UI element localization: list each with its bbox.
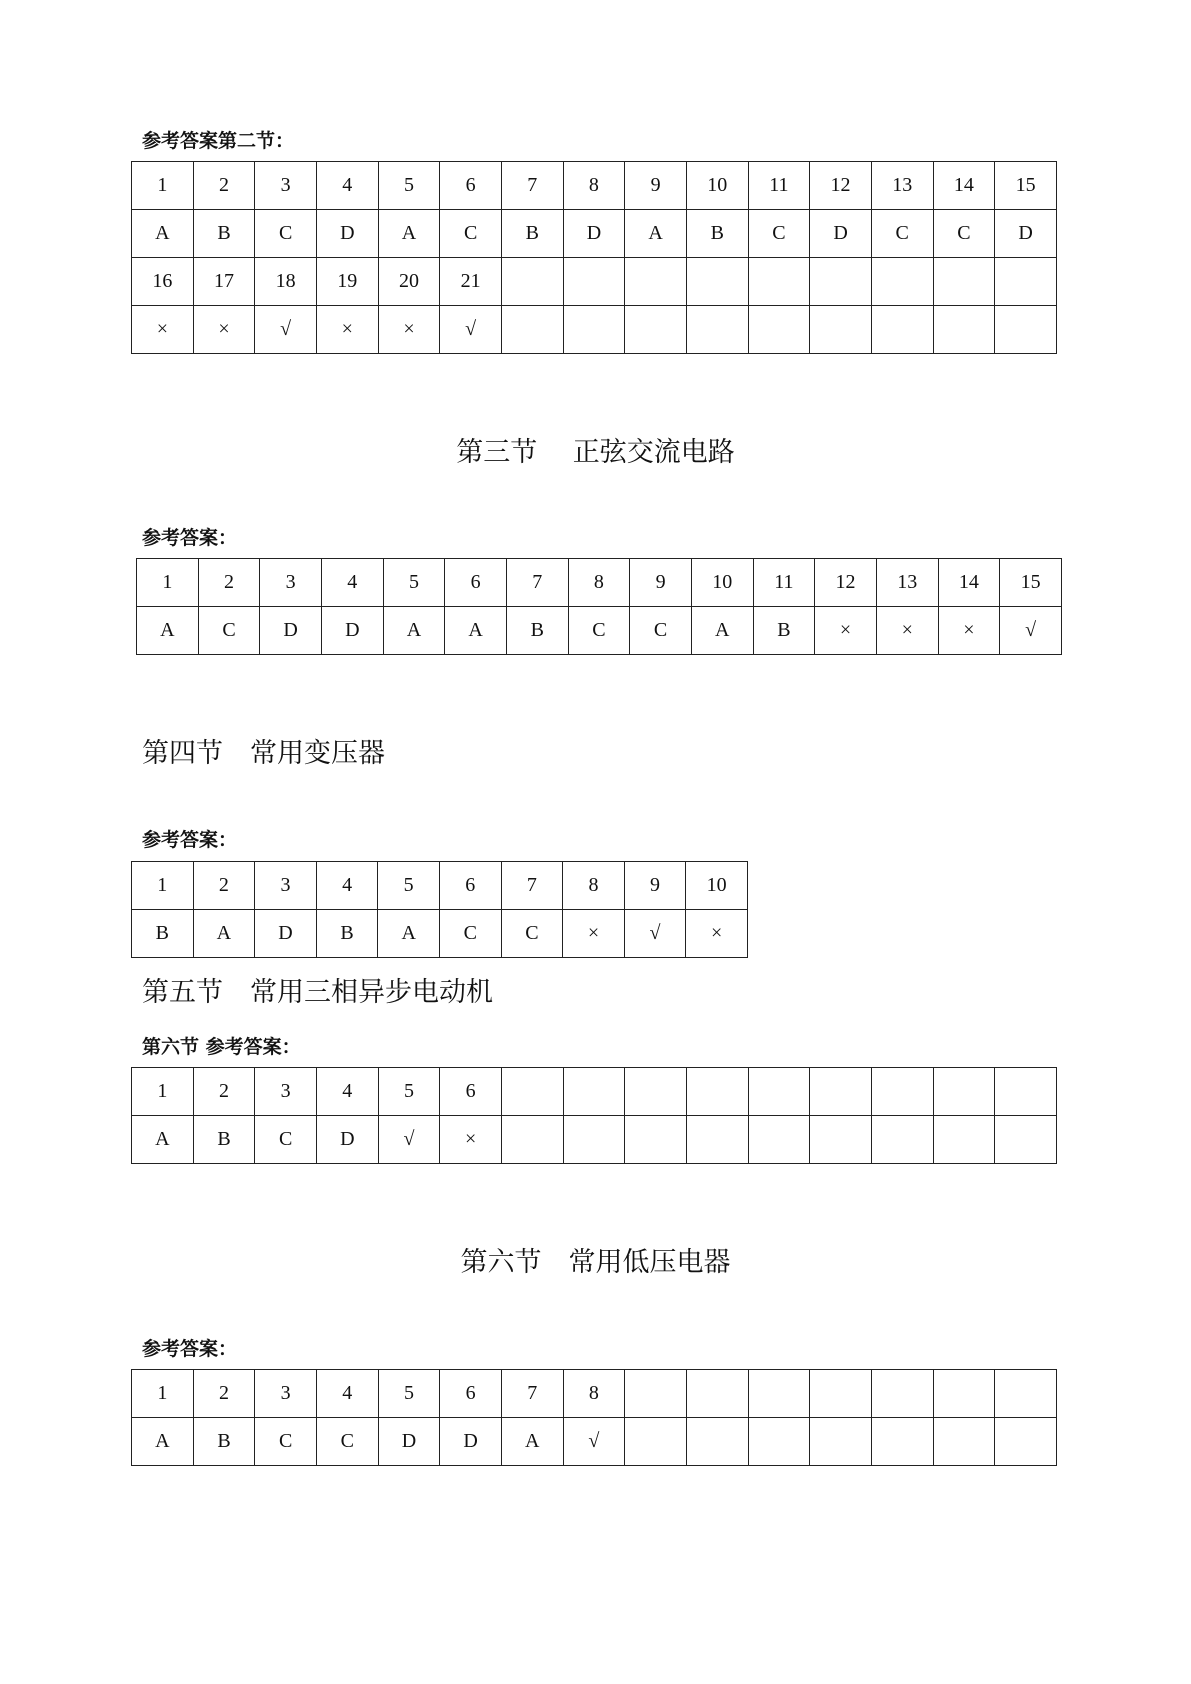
question-number-cell: 17 xyxy=(193,258,255,306)
answer-cell xyxy=(995,306,1057,354)
answer-cell: D xyxy=(995,210,1057,258)
question-number-cell xyxy=(810,258,872,306)
question-number-cell: 2 xyxy=(198,559,260,607)
answer-cell: D xyxy=(255,910,317,958)
question-number-cell xyxy=(933,258,995,306)
answer-cell: A xyxy=(691,607,753,655)
answer-cell: A xyxy=(378,210,440,258)
table-row xyxy=(132,1068,1057,1116)
answer-cell: D xyxy=(563,210,625,258)
answer-cell: D xyxy=(260,607,322,655)
answer-cell xyxy=(810,1418,872,1466)
question-number-cell: 18 xyxy=(255,258,317,306)
question-number-cell xyxy=(748,1370,810,1418)
question-number-cell xyxy=(563,1068,625,1116)
answer-cell xyxy=(501,1116,563,1164)
question-number-cell: 8 xyxy=(568,559,630,607)
question-number-cell: 10 xyxy=(691,559,753,607)
answer-cell: B xyxy=(132,910,194,958)
question-number-cell: 13 xyxy=(876,559,938,607)
answer-label-section-4: 参考答案： xyxy=(142,829,238,851)
question-number-cell: 8 xyxy=(563,162,625,210)
question-number-cell: 20 xyxy=(378,258,440,306)
answer-cell xyxy=(748,1418,810,1466)
answer-cell: C xyxy=(871,210,933,258)
question-number-cell: 11 xyxy=(748,162,810,210)
answer-cell: B xyxy=(193,1116,255,1164)
question-number-cell: 12 xyxy=(815,559,877,607)
answer-cell: A xyxy=(132,1418,194,1466)
question-number-cell: 5 xyxy=(378,1068,440,1116)
question-number-cell: 3 xyxy=(255,1068,317,1116)
answer-cell: D xyxy=(810,210,872,258)
question-number-cell: 2 xyxy=(193,162,255,210)
section-5-heading: 第五节 常用三相异步电动机 xyxy=(142,977,493,1008)
table-row xyxy=(132,306,1057,354)
answer-cell: √ xyxy=(563,1418,625,1466)
question-number-cell: 11 xyxy=(753,559,815,607)
answer-cell xyxy=(686,1116,748,1164)
question-number-cell: 5 xyxy=(378,1370,440,1418)
section-4-heading: 第四节 常用变压器 xyxy=(142,738,385,769)
answer-cell: A xyxy=(625,210,687,258)
question-number-cell: 6 xyxy=(440,1068,502,1116)
answer-cell xyxy=(871,1418,933,1466)
question-number-cell: 4 xyxy=(316,862,378,910)
answer-cell: √ xyxy=(1000,607,1062,655)
question-number-cell: 19 xyxy=(316,258,378,306)
question-number-cell: 10 xyxy=(686,862,748,910)
question-number-cell xyxy=(501,258,563,306)
question-number-cell: 15 xyxy=(995,162,1057,210)
question-number-cell: 9 xyxy=(625,162,687,210)
answer-cell xyxy=(686,1418,748,1466)
question-number-cell xyxy=(810,1068,872,1116)
answer-cell xyxy=(625,1116,687,1164)
answer-cell: A xyxy=(445,607,507,655)
question-number-cell: 1 xyxy=(132,162,194,210)
question-number-cell xyxy=(995,258,1057,306)
answer-cell: × xyxy=(876,607,938,655)
table-row xyxy=(132,1418,1057,1466)
question-number-cell: 5 xyxy=(378,162,440,210)
question-number-cell xyxy=(748,258,810,306)
answer-cell: B xyxy=(316,910,378,958)
question-number-cell: 4 xyxy=(321,559,383,607)
question-number-cell: 3 xyxy=(255,1370,317,1418)
answer-cell: √ xyxy=(440,306,502,354)
question-number-cell xyxy=(686,258,748,306)
answer-cell: C xyxy=(439,910,501,958)
answer-cell: A xyxy=(193,910,255,958)
table-row xyxy=(132,210,1057,258)
question-number-cell: 5 xyxy=(383,559,445,607)
answer-cell xyxy=(810,306,872,354)
answer-cell: × xyxy=(132,306,194,354)
answer-label-section-2: 参考答案第二节： xyxy=(142,130,295,152)
answer-cell: C xyxy=(568,607,630,655)
answer-cell: C xyxy=(255,1116,317,1164)
answer-cell: √ xyxy=(378,1116,440,1164)
question-number-cell: 7 xyxy=(501,162,563,210)
question-number-cell: 16 xyxy=(132,258,194,306)
answer-cell: B xyxy=(506,607,568,655)
answer-cell: D xyxy=(316,210,378,258)
table-row xyxy=(132,258,1057,306)
question-number-cell xyxy=(686,1068,748,1116)
question-number-cell: 14 xyxy=(933,162,995,210)
question-number-cell: 14 xyxy=(938,559,1000,607)
table-row xyxy=(132,910,748,958)
question-number-cell: 6 xyxy=(439,862,501,910)
question-number-cell: 3 xyxy=(255,862,317,910)
section-3-heading: 第三节 正弦交流电路 xyxy=(456,437,735,468)
question-number-cell: 1 xyxy=(132,862,194,910)
table-row xyxy=(132,1116,1057,1164)
answer-cell xyxy=(625,1418,687,1466)
question-number-cell xyxy=(995,1068,1057,1116)
answer-cell: A xyxy=(383,607,445,655)
question-number-cell: 15 xyxy=(1000,559,1062,607)
answer-table-section-4 xyxy=(131,861,748,958)
answer-cell xyxy=(563,1116,625,1164)
answer-cell xyxy=(501,306,563,354)
section-6-heading: 第六节 常用低压电器 xyxy=(460,1247,731,1278)
answer-cell xyxy=(933,1116,995,1164)
question-number-cell: 6 xyxy=(440,1370,502,1418)
answer-cell xyxy=(933,1418,995,1466)
question-number-cell: 10 xyxy=(686,162,748,210)
answer-cell: C xyxy=(933,210,995,258)
question-number-cell xyxy=(810,1370,872,1418)
answer-cell xyxy=(871,306,933,354)
answer-cell: A xyxy=(501,1418,563,1466)
answer-cell: C xyxy=(198,607,260,655)
answer-cell: D xyxy=(378,1418,440,1466)
answer-cell: √ xyxy=(624,910,686,958)
question-number-cell: 8 xyxy=(563,1370,625,1418)
question-number-cell xyxy=(686,1370,748,1418)
answer-cell: A xyxy=(132,1116,194,1164)
answer-cell: C xyxy=(255,1418,317,1466)
answer-cell: × xyxy=(815,607,877,655)
answer-cell: B xyxy=(193,1418,255,1466)
table-row xyxy=(132,862,748,910)
answer-cell xyxy=(933,306,995,354)
question-number-cell xyxy=(871,258,933,306)
question-number-cell xyxy=(871,1068,933,1116)
answer-cell: × xyxy=(440,1116,502,1164)
question-number-cell xyxy=(995,1370,1057,1418)
answer-cell: × xyxy=(686,910,748,958)
question-number-cell: 6 xyxy=(440,162,502,210)
question-number-cell xyxy=(563,258,625,306)
question-number-cell xyxy=(933,1068,995,1116)
question-number-cell xyxy=(625,258,687,306)
answer-cell xyxy=(810,1116,872,1164)
answer-table-section-3 xyxy=(136,558,1062,655)
answer-cell: C xyxy=(255,210,317,258)
question-number-cell: 1 xyxy=(132,1068,194,1116)
table-row xyxy=(137,559,1062,607)
question-number-cell xyxy=(871,1370,933,1418)
answer-cell xyxy=(563,306,625,354)
answer-cell: C xyxy=(316,1418,378,1466)
answer-table-section-6 xyxy=(131,1369,1057,1466)
answer-cell: √ xyxy=(255,306,317,354)
answer-cell: C xyxy=(440,210,502,258)
question-number-cell: 9 xyxy=(630,559,692,607)
question-number-cell: 9 xyxy=(624,862,686,910)
answer-cell: C xyxy=(501,910,563,958)
question-number-cell: 7 xyxy=(501,862,563,910)
question-number-cell: 12 xyxy=(810,162,872,210)
answer-cell: A xyxy=(132,210,194,258)
question-number-cell: 7 xyxy=(501,1370,563,1418)
answer-cell: C xyxy=(630,607,692,655)
answer-table-section-5 xyxy=(131,1067,1057,1164)
question-number-cell: 13 xyxy=(871,162,933,210)
answer-label-section-6: 参考答案： xyxy=(142,1338,238,1360)
question-number-cell xyxy=(501,1068,563,1116)
question-number-cell: 3 xyxy=(255,162,317,210)
answer-cell: B xyxy=(686,210,748,258)
question-number-cell: 7 xyxy=(506,559,568,607)
question-number-cell xyxy=(625,1068,687,1116)
answer-cell: C xyxy=(748,210,810,258)
answer-cell: × xyxy=(938,607,1000,655)
answer-cell: × xyxy=(316,306,378,354)
answer-cell: A xyxy=(137,607,199,655)
answer-cell xyxy=(625,306,687,354)
question-number-cell: 2 xyxy=(193,1068,255,1116)
answer-cell: D xyxy=(440,1418,502,1466)
answer-cell xyxy=(748,306,810,354)
question-number-cell: 4 xyxy=(316,1068,378,1116)
answer-label-section-5: 第六节 参考答案： xyxy=(142,1036,301,1058)
question-number-cell: 5 xyxy=(378,862,440,910)
answer-label-section-3: 参考答案： xyxy=(142,527,238,549)
question-number-cell xyxy=(625,1370,687,1418)
answer-cell: × xyxy=(193,306,255,354)
answer-cell xyxy=(686,306,748,354)
answer-cell: D xyxy=(321,607,383,655)
answer-cell: × xyxy=(563,910,625,958)
answer-cell: × xyxy=(378,306,440,354)
answer-cell xyxy=(871,1116,933,1164)
answer-cell: D xyxy=(316,1116,378,1164)
answer-cell: B xyxy=(193,210,255,258)
question-number-cell: 1 xyxy=(137,559,199,607)
question-number-cell: 8 xyxy=(563,862,625,910)
question-number-cell: 3 xyxy=(260,559,322,607)
answer-cell: B xyxy=(753,607,815,655)
question-number-cell: 4 xyxy=(316,162,378,210)
question-number-cell: 2 xyxy=(193,862,255,910)
table-row xyxy=(132,162,1057,210)
answer-cell: B xyxy=(501,210,563,258)
question-number-cell xyxy=(933,1370,995,1418)
table-row xyxy=(132,1370,1057,1418)
question-number-cell: 4 xyxy=(316,1370,378,1418)
question-number-cell: 21 xyxy=(440,258,502,306)
answer-cell xyxy=(995,1116,1057,1164)
question-number-cell xyxy=(748,1068,810,1116)
question-number-cell: 6 xyxy=(445,559,507,607)
answer-cell xyxy=(748,1116,810,1164)
answer-cell xyxy=(995,1418,1057,1466)
question-number-cell: 2 xyxy=(193,1370,255,1418)
answer-table-section-2 xyxy=(131,161,1057,354)
answer-cell: A xyxy=(378,910,440,958)
question-number-cell: 1 xyxy=(132,1370,194,1418)
table-row xyxy=(137,607,1062,655)
